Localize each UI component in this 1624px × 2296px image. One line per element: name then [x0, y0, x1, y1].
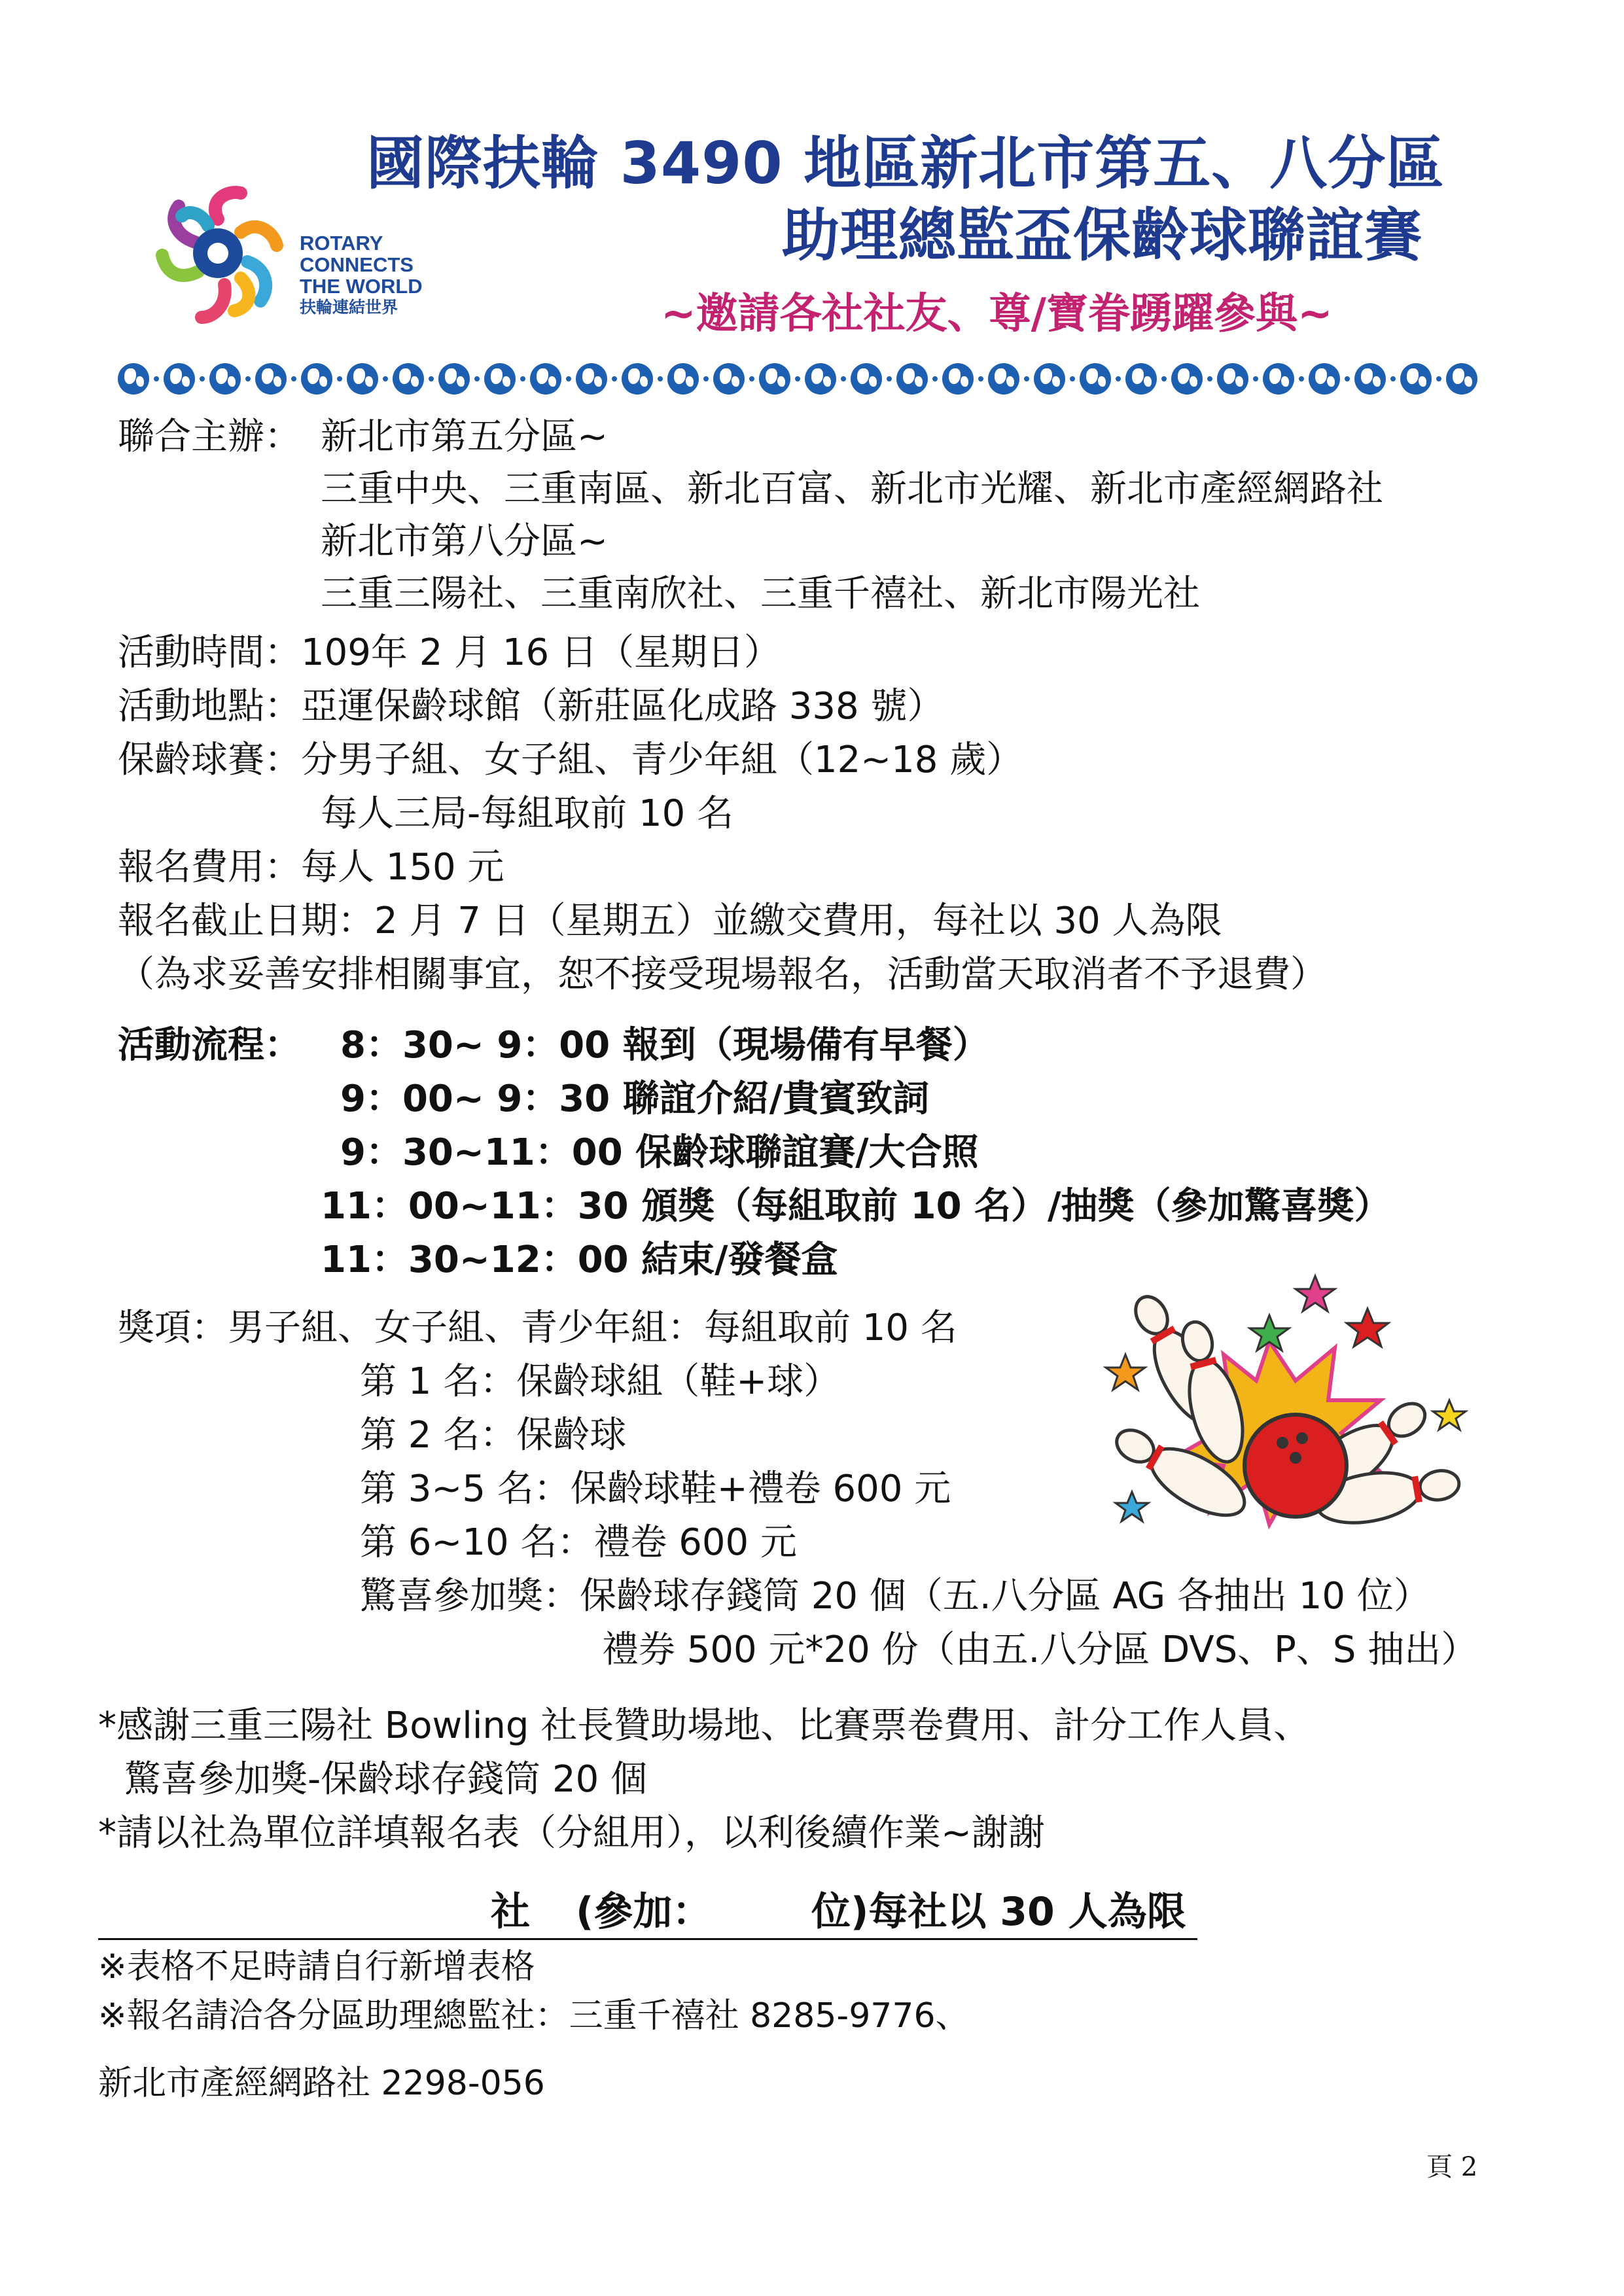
club-limit-label: 位)每社以 30 人為限	[811, 1889, 1186, 1935]
organizers-clubs-5: 三重中央、三重南區、新北百富、新北市光耀、新北市產經網路社	[321, 468, 1383, 510]
globe-icon	[1354, 363, 1386, 395]
divider-dot	[470, 372, 484, 386]
divider-dot	[378, 372, 393, 386]
schedule-item: 11：00~11：30 頒獎（每組取前 10 名）/抽獎（參加驚喜獎）	[321, 1185, 1391, 1227]
divider-dot	[332, 372, 347, 386]
schedule-item: 9：00~ 9：30 聯誼介紹/貴賓致詞	[340, 1078, 930, 1120]
star-icon	[1106, 1354, 1145, 1390]
globe-icon	[164, 363, 195, 395]
globe-icon	[851, 363, 882, 395]
thanks-line-2: 驚喜參加獎-保齡球存錢筒 20 個	[124, 1758, 648, 1801]
globe-icon	[1400, 363, 1432, 395]
club-label: 社	[491, 1889, 530, 1935]
divider-dot	[424, 372, 438, 386]
divider-dot	[1248, 372, 1263, 386]
divider-dot	[287, 372, 301, 386]
prize-surprise-voucher: 禮券 500 元*20 份（由五.八分區 DVS、P、S 抽出）	[602, 1629, 1478, 1671]
organizers-district-8: 新北市第八分區~	[321, 520, 608, 563]
globe-icon	[1080, 363, 1111, 395]
globe-icon	[667, 363, 699, 395]
club-form-header	[98, 1889, 1197, 1940]
divider-dot	[1294, 372, 1309, 386]
title-line-1: 國際扶輪 3490 地區新北市第五、八分區	[366, 130, 1445, 197]
schedule-item: 9：30~11：00 保齡球聯誼賽/大合照	[340, 1131, 979, 1174]
bowling-illustration	[1099, 1269, 1479, 1583]
divider-dot	[699, 372, 713, 386]
divider-dot	[516, 372, 530, 386]
prize-second: 第 2 名：保齡球	[360, 1414, 627, 1457]
logo-line-2: CONNECTS	[300, 253, 414, 276]
divider-dot	[1386, 372, 1400, 386]
globe-icon	[1217, 363, 1248, 395]
globe-icon	[622, 363, 653, 395]
organizers-clubs-8: 三重三陽社、三重南欣社、三重千禧社、新北市陽光社	[321, 573, 1200, 615]
prizes-heading: 獎項：男子組、女子組、青少年組：每組取前 10 名	[118, 1307, 957, 1349]
subtitle: ~邀請各社社友、尊/寶眷踴躍參與~	[661, 290, 1333, 338]
divider-dot	[149, 372, 164, 386]
globe-icon	[713, 363, 745, 395]
event-place: 活動地點：亞運保齡球館（新莊區化成路 338 號）	[118, 685, 944, 728]
globe-icon	[1034, 363, 1065, 395]
schedule-label: 活動流程：	[118, 1024, 301, 1067]
star-icon	[1116, 1492, 1148, 1521]
globe-icon	[438, 363, 470, 395]
globe-icon	[988, 363, 1019, 395]
registration-note: （為求妥善安排相關事宜，恕不接受現場報名，活動當天取消者不予退費）	[118, 953, 1327, 996]
globe-icon	[896, 363, 928, 395]
note-table: ※表格不足時請自行新增表格	[98, 1947, 535, 1987]
registration-deadline: 報名截止日期：2 月 7 日（星期五）並繳交費用，每社以 30 人為限	[118, 900, 1222, 942]
globe-icon	[484, 363, 516, 395]
logo-chinese: 扶輪連結世界	[300, 298, 398, 317]
globe-icon	[209, 363, 241, 395]
title-line-2: 助理總監盃保齡球聯誼賽	[782, 202, 1423, 269]
divider-dot	[1340, 372, 1354, 386]
thanks-line-1: *感謝三重三陽社 Bowling 社長贊助場地、比賽票卷費用、計分工作人員、	[98, 1704, 1311, 1747]
bowling-rules: 每人三局-每組取前 10 名	[321, 792, 734, 835]
page-number: 頁 2	[1426, 2152, 1478, 2182]
star-icon	[1296, 1276, 1335, 1311]
globe-icon	[1446, 363, 1477, 395]
bowling-groups: 保齡球賽：分男子組、女子組、青少年組（12~18 歲）	[118, 739, 1023, 781]
schedule-item: 11：30~12：00 結束/發餐盒	[321, 1239, 838, 1281]
globe-icon	[301, 363, 332, 395]
divider-dot	[607, 372, 622, 386]
divider-dot	[195, 372, 209, 386]
prize-surprise: 驚喜參加獎：保齡球存錢筒 20 個（五.八分區 AG 各抽出 10 位）	[360, 1575, 1430, 1617]
registration-form-note: *請以社為單位詳填報名表（分組用），以利後續作業~謝謝	[98, 1812, 1045, 1854]
organizers-district-5: 新北市第五分區~	[321, 415, 608, 458]
prize-third: 第 3~5 名：保齡球鞋+禮卷 600 元	[360, 1468, 951, 1510]
divider-dot	[653, 372, 667, 386]
divider-dot	[882, 372, 896, 386]
organizers-label: 聯合主辦：	[118, 415, 301, 458]
divider-dot	[1203, 372, 1217, 386]
divider-dot	[974, 372, 988, 386]
event-time: 活動時間：109年 2 月 16 日（星期日）	[118, 631, 781, 674]
globe-icon	[530, 363, 561, 395]
divider-dot	[561, 372, 576, 386]
globe-icon	[347, 363, 378, 395]
divider-dot	[790, 372, 805, 386]
globe-icon	[759, 363, 790, 395]
logo-line-3: THE WORLD	[300, 275, 423, 298]
globe-icon	[576, 363, 607, 395]
bowling-ball	[1244, 1415, 1347, 1517]
globe-divider	[118, 363, 1477, 395]
globe-icon	[942, 363, 974, 395]
logo-line-1: ROTARY	[300, 232, 383, 255]
rotary-wheel-icon	[143, 180, 293, 330]
star-icon	[1347, 1309, 1388, 1347]
globe-icon	[1309, 363, 1340, 395]
globe-icon	[393, 363, 424, 395]
prize-sixth: 第 6~10 名：禮卷 600 元	[360, 1521, 797, 1564]
attend-label: (參加：	[576, 1889, 712, 1935]
note-contact: ※報名請洽各分區助理總監社：三重千禧社 8285-9776、	[98, 1996, 970, 2036]
divider-dot	[1111, 372, 1125, 386]
prize-first: 第 1 名：保齡球組（鞋+球）	[360, 1360, 841, 1403]
star-icon	[1433, 1400, 1466, 1430]
divider-dot	[1432, 372, 1446, 386]
divider-dot	[1065, 372, 1080, 386]
globe-icon	[1171, 363, 1203, 395]
divider-dot	[1019, 372, 1034, 386]
rotary-logo	[143, 180, 457, 330]
registration-fee: 報名費用：每人 150 元	[118, 846, 504, 889]
globe-icon	[118, 363, 149, 395]
globe-icon	[1125, 363, 1157, 395]
note-contact-2: 新北市產經網路社 2298-056	[98, 2064, 545, 2103]
divider-dot	[928, 372, 942, 386]
globe-icon	[805, 363, 836, 395]
globe-icon	[1263, 363, 1294, 395]
divider-dot	[241, 372, 255, 386]
schedule-item: 8：30~ 9：00 報到（現場備有早餐）	[340, 1024, 989, 1067]
globe-icon	[255, 363, 287, 395]
divider-dot	[836, 372, 851, 386]
divider-dot	[745, 372, 759, 386]
divider-dot	[1157, 372, 1171, 386]
